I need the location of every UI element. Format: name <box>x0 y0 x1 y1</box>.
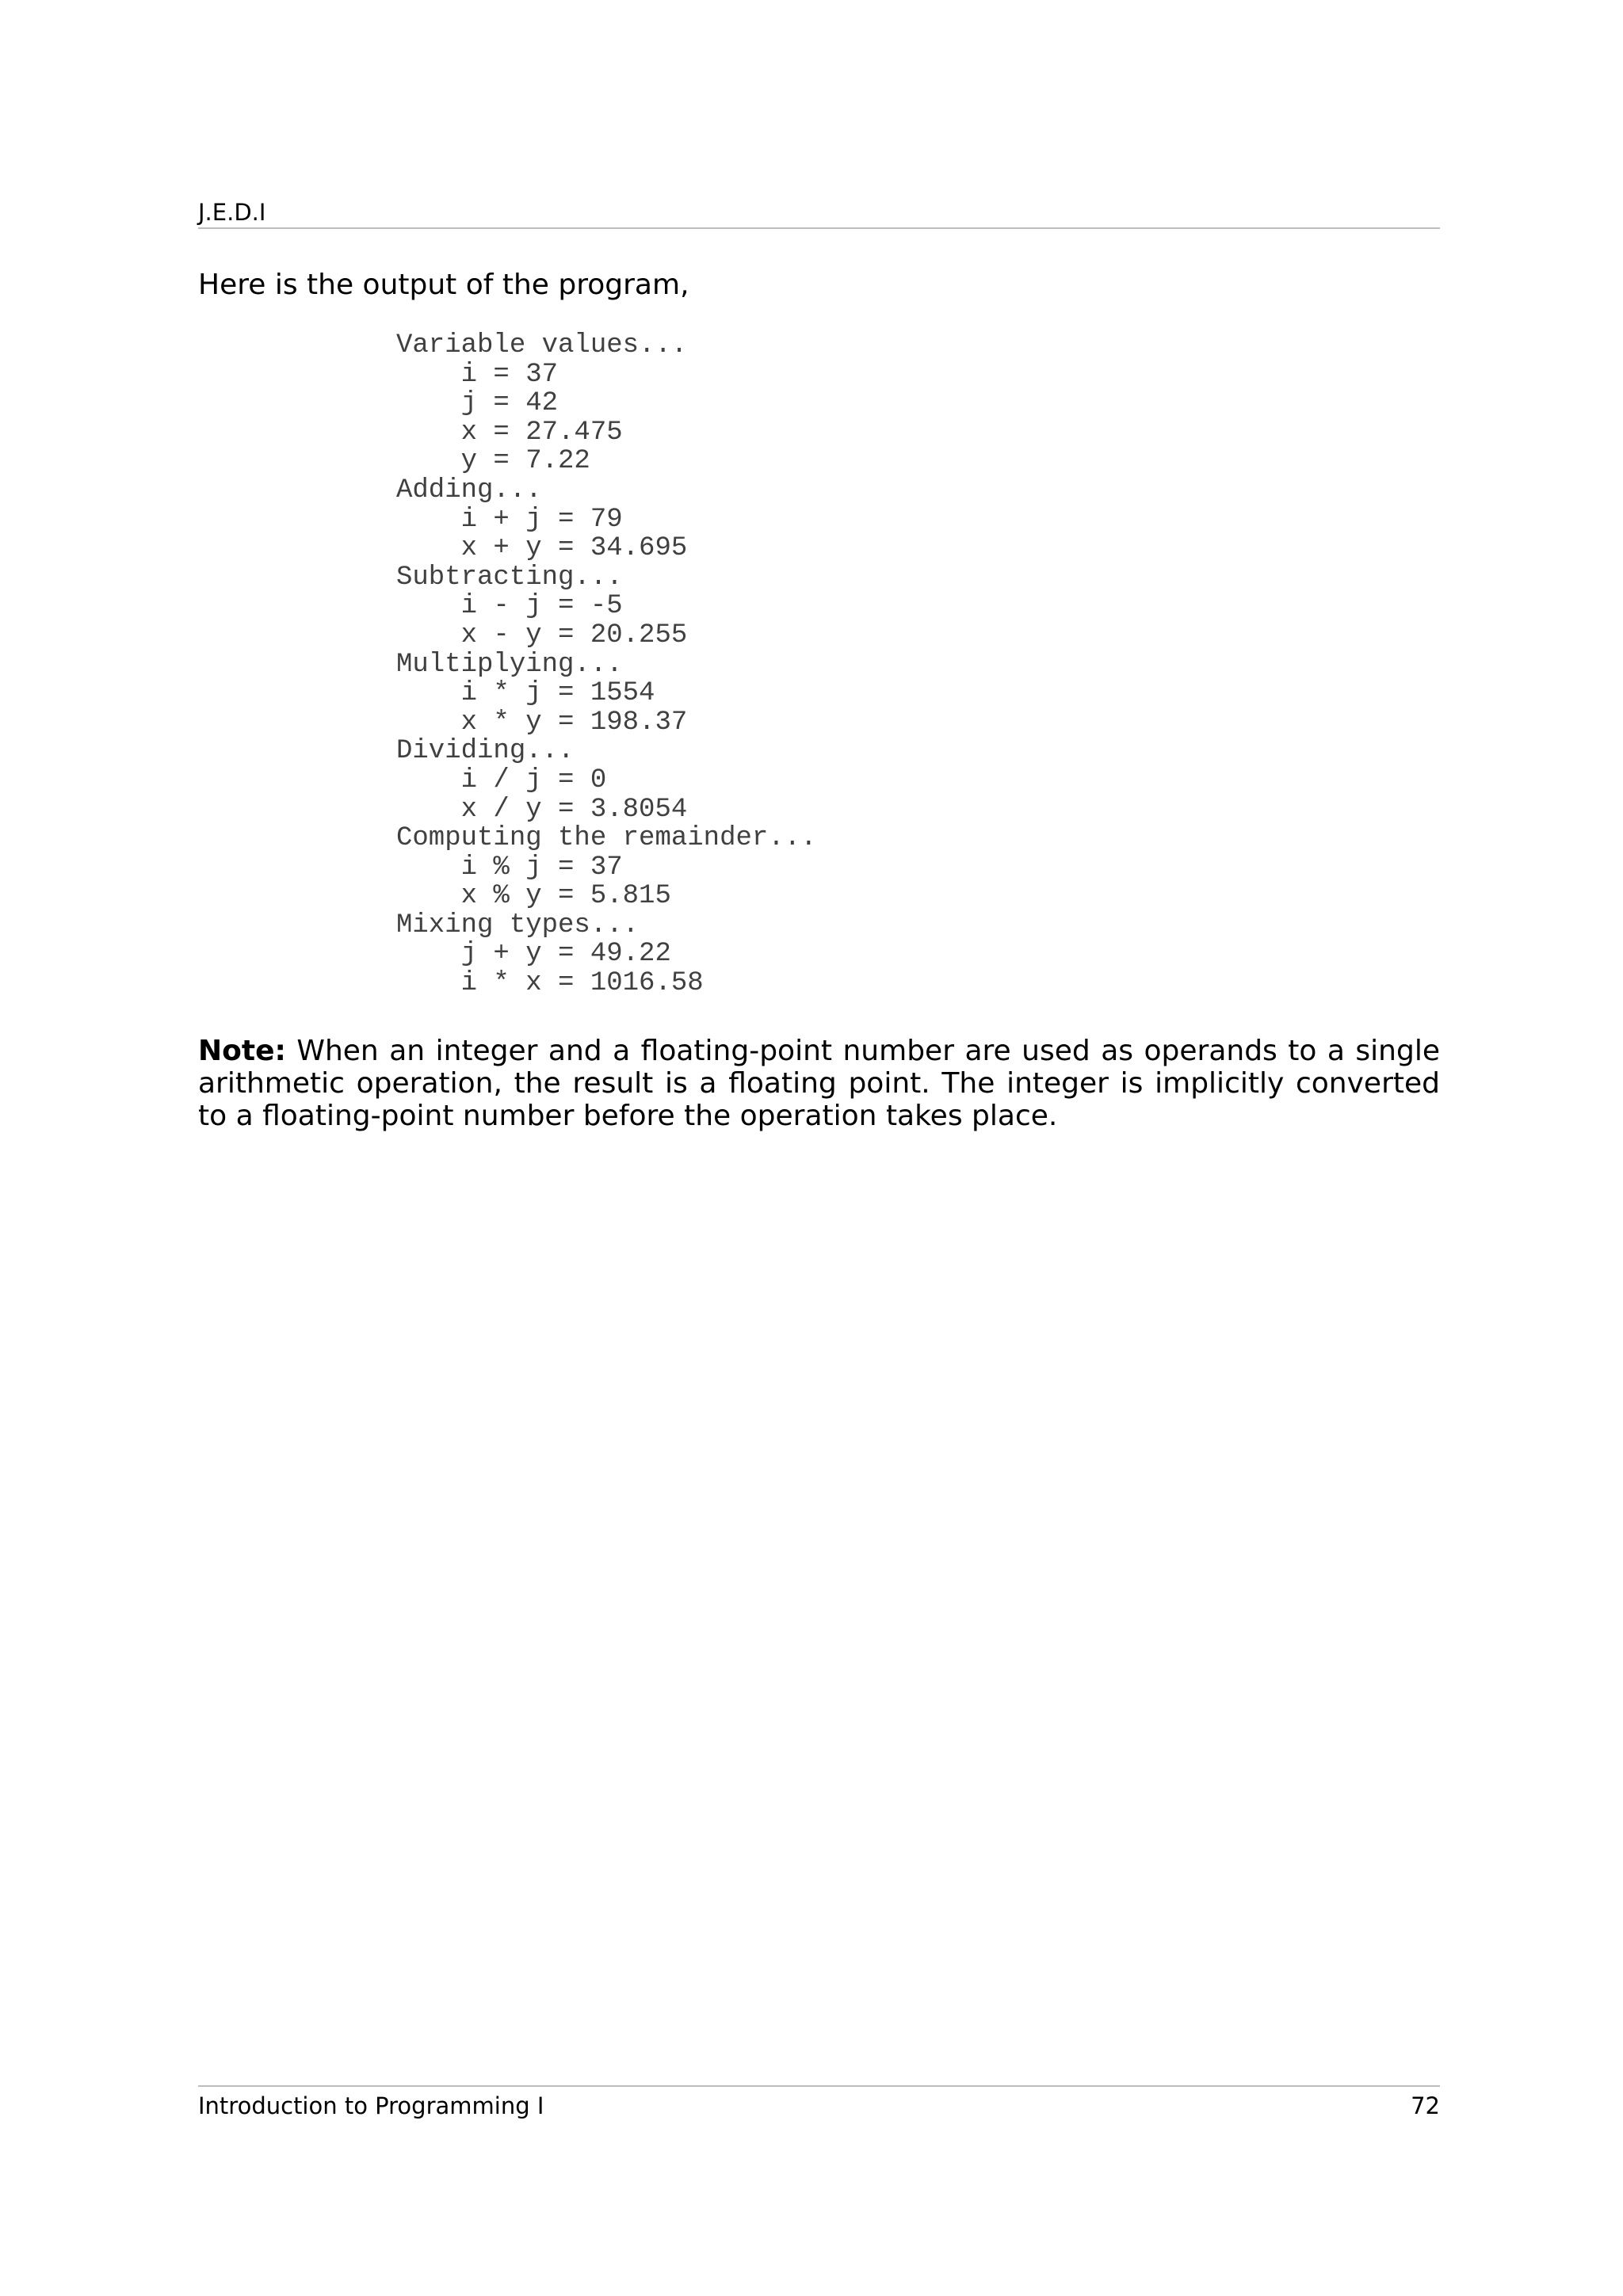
output-line: Adding... <box>396 475 542 505</box>
header-divider <box>198 227 1440 229</box>
output-line: x - y = 20.255 <box>396 620 688 650</box>
output-line: Computing the remainder... <box>396 823 817 854</box>
output-line: Variable values... <box>396 330 688 360</box>
output-line: Multiplying... <box>396 649 623 680</box>
output-line: i / j = 0 <box>396 765 607 795</box>
output-line: i + j = 79 <box>396 504 623 535</box>
page-header-label: J.E.D.I <box>198 199 266 226</box>
output-line: y = 7.22 <box>396 446 590 477</box>
output-line: Dividing... <box>396 736 575 767</box>
output-line: i = 37 <box>396 359 559 390</box>
output-line: Subtracting... <box>396 562 623 593</box>
note-text: When an integer and a floating-point number are used as operands to a single arithmetic operation, the result is a floating point. The integer is implicitly converted to a floating-point number before the operation takes place. <box>198 1035 1441 1132</box>
footer-title: Introduction to Programming I <box>198 2092 544 2119</box>
output-line: j + y = 49.22 <box>396 939 671 970</box>
intro-paragraph: Here is the output of the program, <box>198 269 689 301</box>
output-line: i * j = 1554 <box>396 678 655 709</box>
output-line: x / y = 3.8054 <box>396 794 688 825</box>
output-line: i - j = -5 <box>396 591 623 622</box>
footer-divider <box>198 2085 1440 2087</box>
output-line: x % y = 5.815 <box>396 881 671 912</box>
output-line: i * x = 1016.58 <box>396 968 704 999</box>
note-label: Note: <box>198 1035 286 1067</box>
output-line: x + y = 34.695 <box>396 533 688 564</box>
note-paragraph <box>198 1035 1440 1132</box>
output-line: i % j = 37 <box>396 852 623 883</box>
output-line: x = 27.475 <box>396 417 623 448</box>
program-output-block <box>396 331 817 998</box>
output-line: Mixing types... <box>396 910 640 940</box>
output-line: x * y = 198.37 <box>396 707 688 738</box>
output-line: j = 42 <box>396 388 559 419</box>
page-number: 72 <box>1411 2092 1440 2119</box>
